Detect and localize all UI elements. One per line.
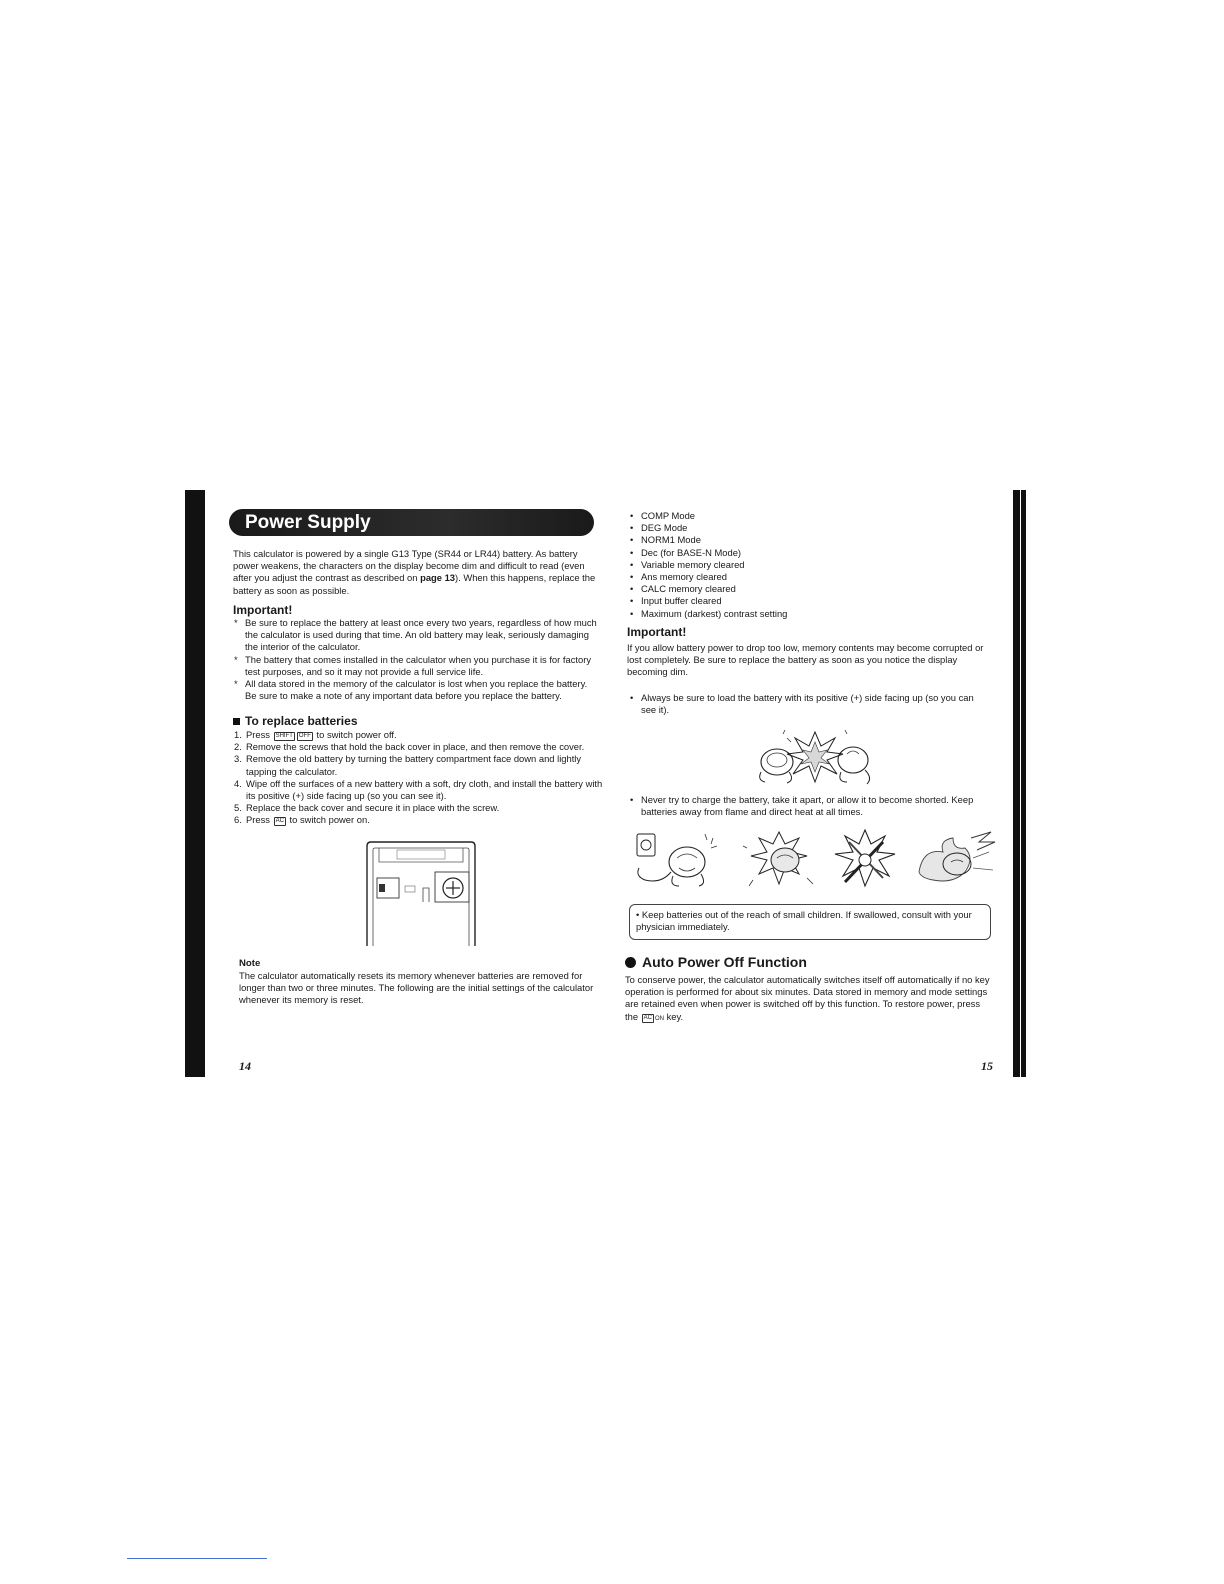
list-item: • NORM1 Mode (630, 534, 701, 546)
manual-spread (205, 492, 1015, 1080)
important-heading: Important! (627, 625, 687, 639)
step-item: 5. Replace the back cover and secure it in place with the screw. (234, 802, 500, 814)
battery-fire-danger-icon (913, 828, 997, 890)
square-bullet-icon (233, 718, 240, 725)
step-item: 3. Remove the old battery by turning the battery compartment face down and lightly tapping the calculator. (234, 753, 582, 777)
battery-wrong-orientation-illustration (755, 728, 875, 786)
replace-batteries-heading: To replace batteries (233, 714, 358, 728)
list-item: • Always be sure to load the battery with its positive (+) side facing up (so you can see it). (630, 692, 974, 716)
bullet-dot-icon (625, 957, 636, 968)
ac-key-icon: AC (643, 1014, 652, 1021)
auto-power-off-paragraph: To conserve power, the calculator automatically switches itself off automatically if no key operation is performed for about six minutes. Data stored in memory and mode settings are retained even when power is switched off by this function. To restore power, press the AC ON key. (625, 974, 990, 1022)
list-item: • Variable memory cleared (630, 558, 745, 570)
step-item: 2. Remove the screws that hold the back cover in place, and then remove the cover. (234, 741, 585, 753)
page-15 (625, 492, 997, 1080)
page-number: 15 (981, 1059, 993, 1073)
battery-charging-danger-icon (631, 828, 723, 890)
battery-disassembly-danger-icon (741, 828, 821, 890)
important-list (233, 617, 601, 702)
step-item: 6. Press AC to switch power on. (234, 814, 370, 826)
scan-underline (127, 1558, 267, 1559)
intro-paragraph: This calculator is powered by a single G13 Type (SR44 or LR44) battery. As battery power weakens, the characters on the display become dim and difficult to read (even after you adjust the contrast as described on page 13). When this happens, replace the battery as soon as possible. (233, 548, 596, 596)
list-item: * All data stored in the memory of the calculator is lost when you replace the battery. Be sure to make a note of any important data before you replace the battery. (234, 678, 588, 702)
list-item: • DEG Mode (630, 522, 688, 534)
battery-short-circuit-danger-icon (831, 828, 901, 890)
page-14 (229, 492, 609, 1080)
off-key-icon: OFF (298, 733, 311, 739)
list-item: • Maximum (darkest) contrast setting (630, 607, 788, 619)
right-binding-edge-inner (1021, 490, 1026, 1077)
step-item: 4. Wipe off the surfaces of a new battery with a soft, dry cloth, and install the battery with its positive (+) side facing up (so you can see it). (234, 777, 603, 802)
important-heading: Important! (233, 603, 293, 617)
note-paragraph: The calculator automatically resets its memory whenever batteries are removed for longer than two or three minutes. The following are the initial settings of the calculator whenever its memory is reset. (239, 970, 594, 1006)
children-warning-box: • Keep batteries out of the reach of small children. If swallowed, consult with your physician immediately. (629, 904, 991, 940)
page-title: Power Supply (229, 509, 594, 536)
shift-key-icon: SHIFT (275, 733, 293, 739)
battery-safety-note (629, 794, 995, 818)
step-item: 1. Press SHIFT OFF to switch power off. (234, 729, 397, 740)
auto-power-off-heading: Auto Power Off Function (625, 954, 807, 970)
reset-settings-list (629, 510, 989, 620)
page-reference-link[interactable]: page 13 (420, 572, 456, 584)
list-item: • Never try to charge the battery, take it apart, or allow it to become shorted. Keep batteries away from flame and direct heat at all times. (630, 794, 974, 818)
page-number: 14 (239, 1059, 251, 1073)
children-warning-text: Keep batteries out of the reach of small children. If swallowed, consult with your physician immediately. (636, 909, 972, 933)
note-heading: Note (239, 958, 261, 969)
list-item: • Ans memory cleared (630, 571, 727, 583)
list-item: • COMP Mode (630, 510, 696, 521)
list-item: • CALC memory cleared (630, 583, 736, 595)
left-binding-edge (185, 490, 205, 1077)
list-item: • Input buffer cleared (630, 595, 722, 607)
important-paragraph: If you allow battery power to drop too low, memory contents may become corrupted or lost completely. Be sure to replace the battery as soon as you notice the display becoming dim. (627, 642, 984, 678)
list-item: * Be sure to replace the battery at least once every two years, regardless of how much the calculator is used during that time. An old battery may leak, seriously damaging the interior of the calculator. (234, 617, 597, 653)
list-item: * The battery that comes installed in the calculator when you purchase it is for factory test purposes, and so it may not provide a full service life. (234, 653, 592, 677)
battery-orientation-note (629, 692, 991, 716)
ac-key-icon: AC (275, 818, 284, 825)
replace-steps-list (233, 729, 605, 827)
list-item: • Dec (for BASE-N Mode) (630, 546, 742, 558)
calculator-back-battery-icon (365, 840, 477, 946)
